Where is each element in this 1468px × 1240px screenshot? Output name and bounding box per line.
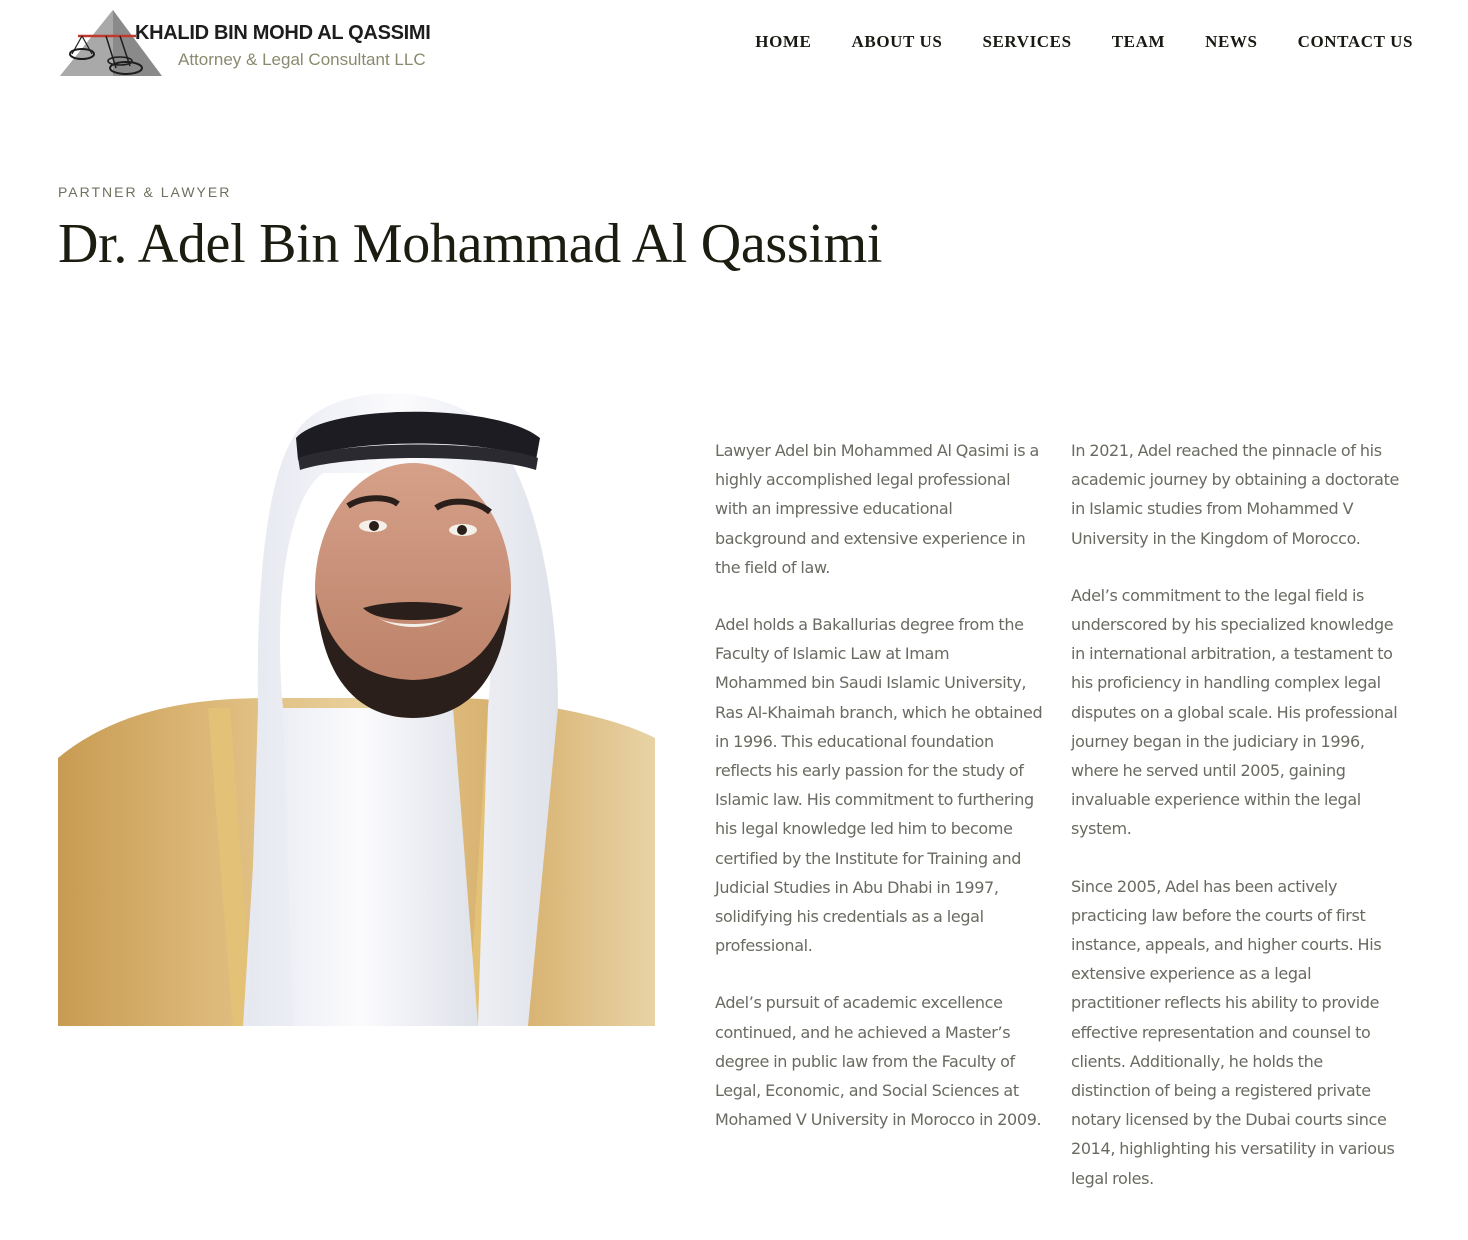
site-logo[interactable] xyxy=(58,8,438,80)
bio-paragraph: Adel’s commitment to the legal field is underscored by his specialized knowledge in international arbitration, a testament to his proficiency in handling complex legal disputes on a global scale. His professional journey began in the judiciary in 1996, where he served until 2005, gaining invaluable experience within the legal system. xyxy=(1071,585,1398,839)
bio-paragraph: In 2021, Adel reached the pinnacle of his academic journey by obtaining a doctorate in Islamic studies from Mohammed V University in the Kingdom of Morocco. xyxy=(1071,441,1400,548)
nav-team[interactable]: TEAM xyxy=(1111,32,1166,51)
logo-subtitle: Attorney & Legal Consultant LLC xyxy=(178,50,426,69)
bio-column-left xyxy=(715,436,1045,1162)
nav-news[interactable]: NEWS xyxy=(1205,32,1258,51)
bio-paragraph: Adel’s pursuit of academic excellence continued, and he achieved a Master’s degree in public law from the Faculty of Legal, Economic, and Social Sciences at Mohamed V University in Morocco in 2009. xyxy=(715,993,1042,1130)
lawyer-portrait xyxy=(58,378,655,1026)
logo-title: KHALID BIN MOHD AL QASSIMI xyxy=(135,22,431,44)
bio-paragraph: Since 2005, Adel has been actively practicing law before the courts of first instance, appeals, and higher courts. His extensive experience as a legal practitioner reflects his ability to provide effective representation and counsel to clients. Additionally, he holds the distinction of being a registered private notary licensed by the Dubai courts since 2014, highlighting his versatility in various legal roles. xyxy=(1071,876,1395,1188)
portrait-illustration xyxy=(58,378,655,1026)
nav-about-us[interactable]: ABOUT US xyxy=(851,32,943,51)
page-title: Dr. Adel Bin Mohammad Al Qassimi xyxy=(58,213,883,275)
nav-home[interactable]: HOME xyxy=(755,32,812,51)
main-nav xyxy=(715,32,1413,52)
site-header xyxy=(0,0,1468,90)
bio-paragraph: Lawyer Adel bin Mohammed Al Qasimi is a highly accomplished legal professional with an impressive educational background and extensive experience in the field of law. xyxy=(715,441,1039,577)
bio-column-right xyxy=(1071,436,1401,1221)
nav-contact-us[interactable]: CONTACT US xyxy=(1297,32,1413,51)
nav-services[interactable]: SERVICES xyxy=(982,32,1072,51)
bio-paragraph: Adel holds a Bakallurias degree from the Faculty of Islamic Law at Imam Mohammed bin Saudi Islamic University, Ras Al-Khaimah branch, which he obtained in 1996. This educational foundation reflects his early passion for the study of Islamic law. His commitment to furthering his legal knowledge led him to become certified by the Institute for Training and Judicial Studies in Abu Dhabi in 1997, solidifying his credentials as a legal professional. xyxy=(715,615,1043,956)
role-eyebrow: PARTNER & LAWYER xyxy=(58,184,232,200)
